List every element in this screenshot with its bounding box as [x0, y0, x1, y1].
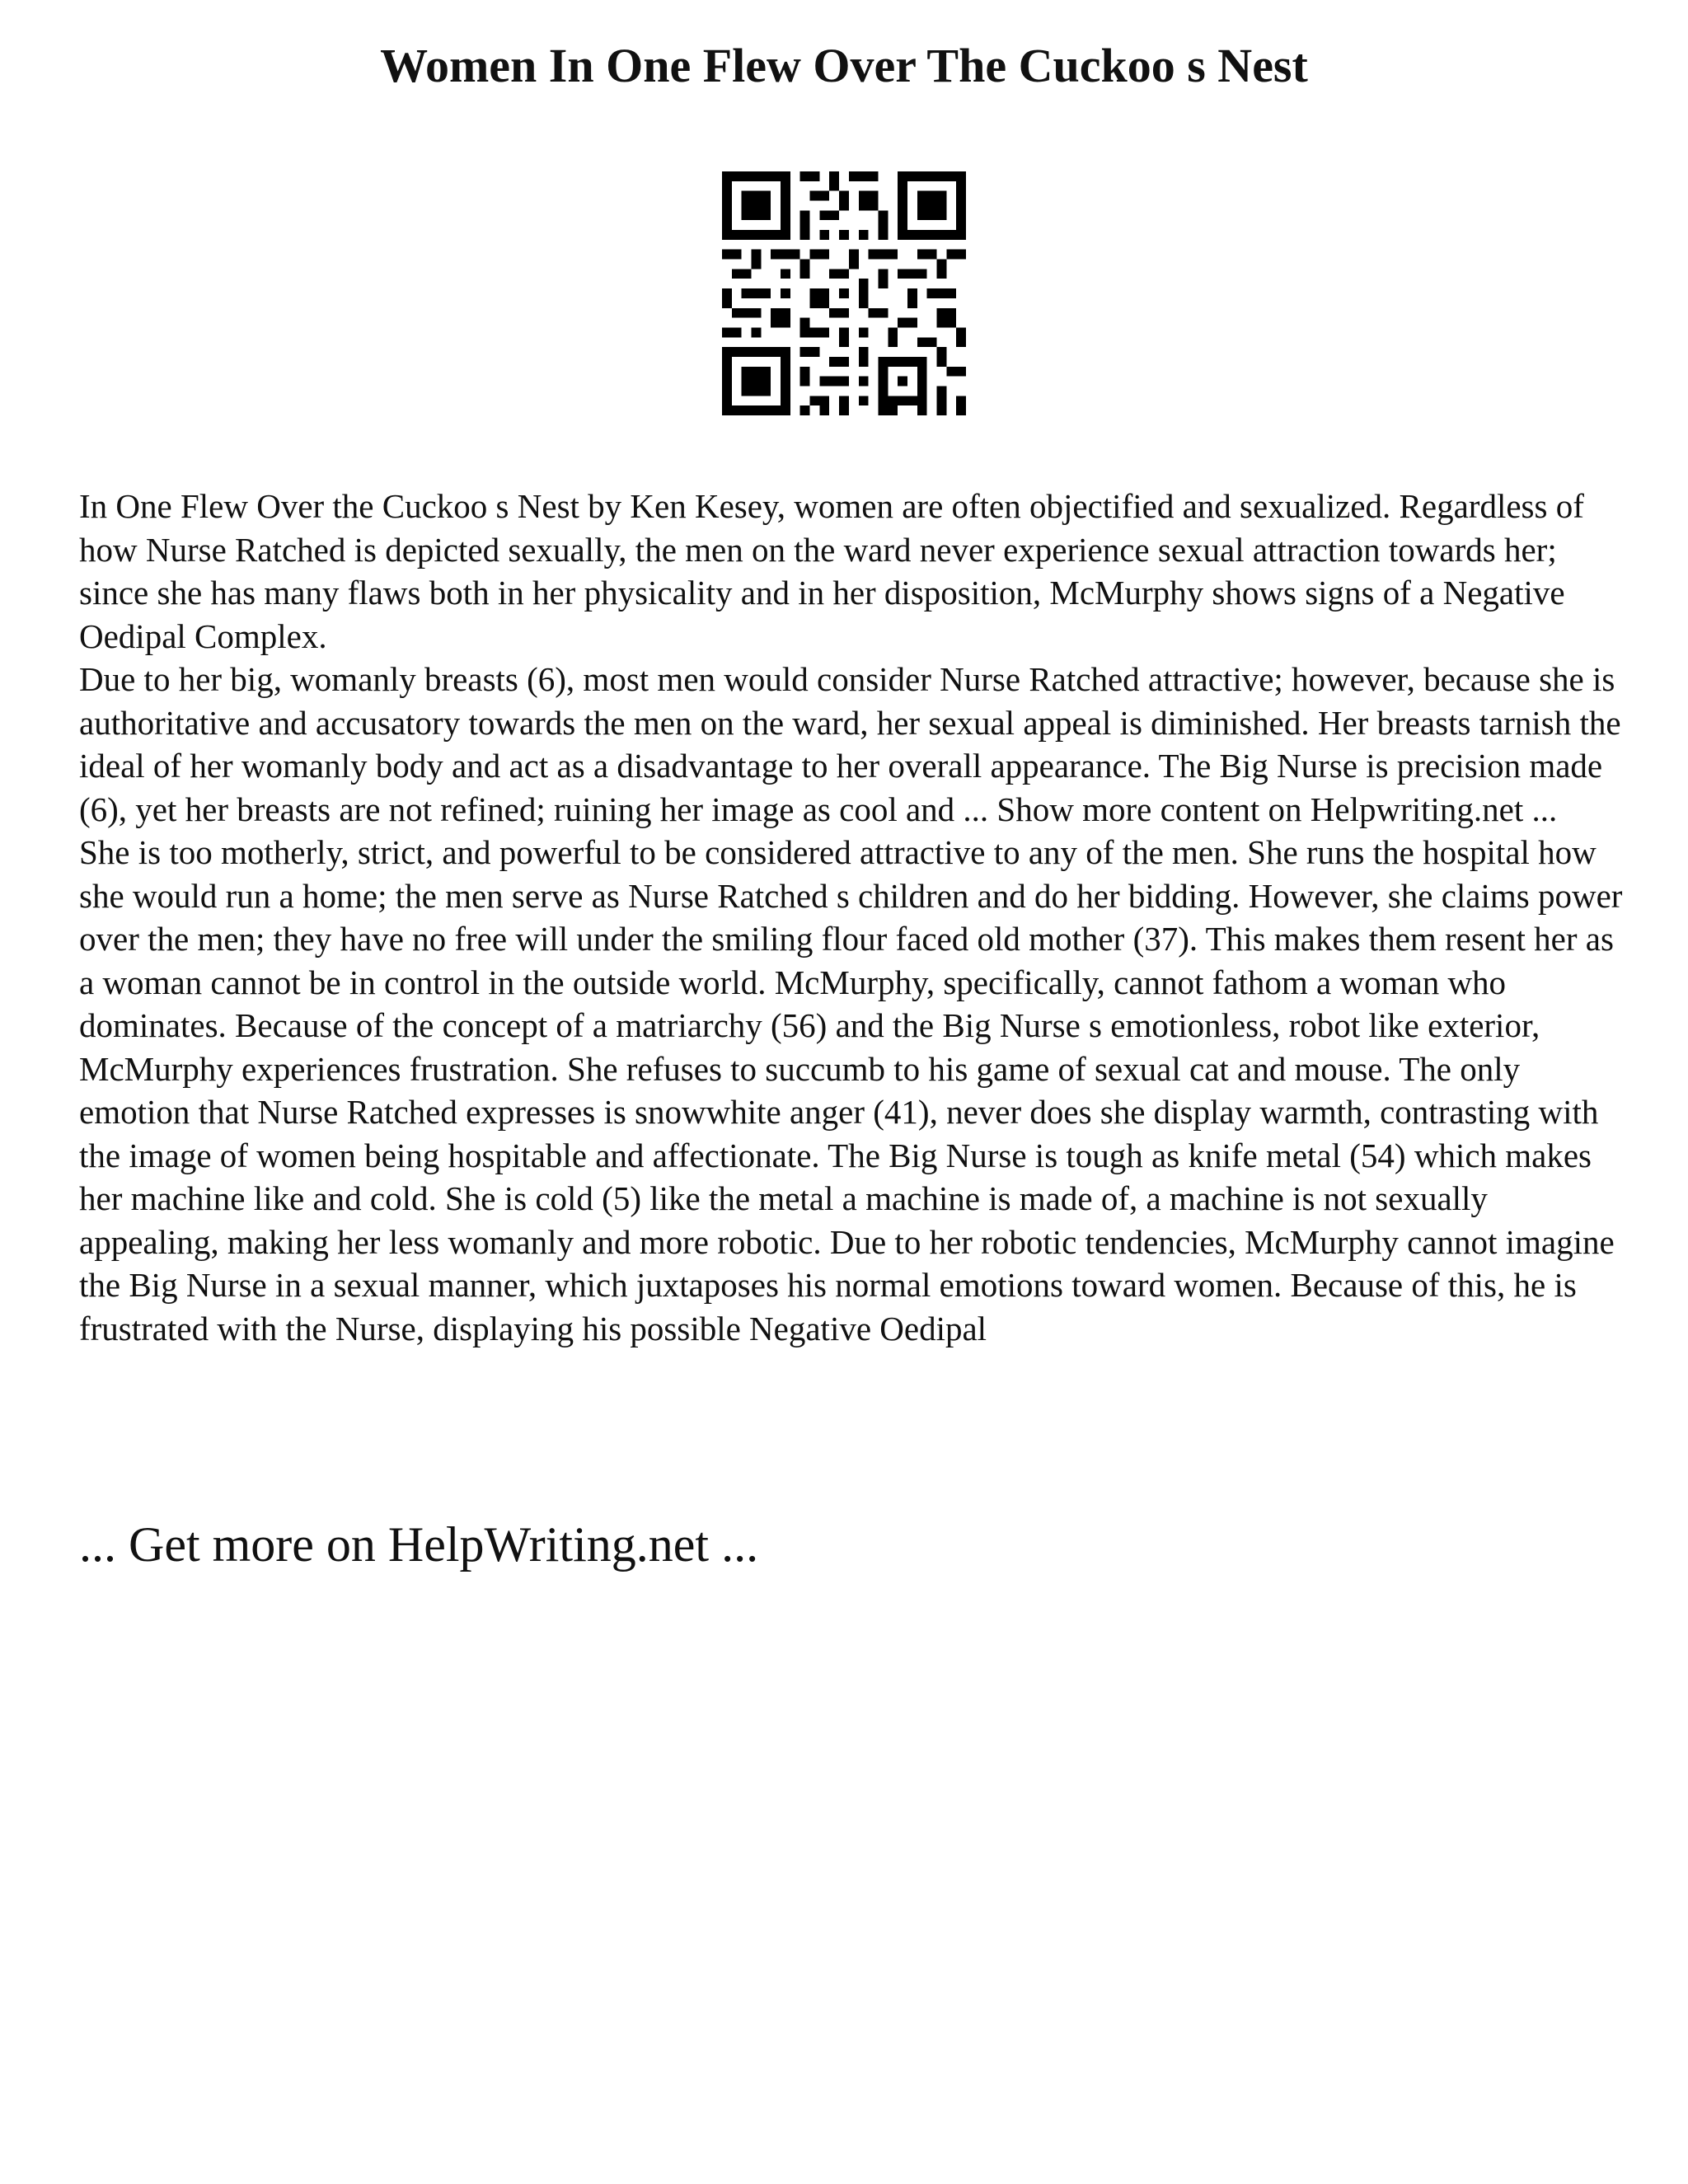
get-more-link[interactable]: ... Get more on HelpWriting.net ...: [79, 1517, 759, 1572]
paragraph-intro: In One Flew Over the Cuckoo s Nest by Ken Kesey, women are often objectified and sexualized. Regardless of how Nurse Ratched is depicted sexually, the men on the ward never experience sexual attraction towards her; since she has many flaws both in her physicality and in her disposition, McMurphy shows signs of a Negative Oedipal Complex.: [79, 487, 1584, 655]
article-body: [79, 485, 1629, 1350]
paragraph-motherly: She is too motherly, strict, and powerful to be considered attractive to any of the men. She runs the hospital how she would run a home; the men serve as Nurse Ratched s children and do her bidding. However, she claims power over the men; they have no free will under the smiling flour faced old mother (37). This makes them resent her as a woman cannot be in control in the outside world. McMurphy, specifically, cannot fathom a woman who dominates. Because of the concept of a matriarchy (56) and the Big Nurse s emotionless, robot like exterior, McMurphy experiences frustration. She refuses to succumb to his game of sexual cat and mouse. The only emotion that Nurse Ratched expresses is snowwhite anger (41), never does she display warmth, contrasting with the image of women being hospitable and affectionate. The Big Nurse is tough as knife metal (54) which makes her machine like and cold. She is cold (5) like the metal a machine is made of, a machine is not sexually appealing, making her less womanly and more robotic. Due to her robotic tendencies, McMurphy cannot imagine the Big Nurse in a sexual manner, which juxtaposes his normal emotions toward women. Because of this, he is frustrated with the Nurse, displaying his possible Negative Oedipal: [79, 833, 1623, 1347]
qr-code: [722, 171, 966, 415]
document-title: Women In One Flew Over The Cuckoo s Nest: [380, 39, 1308, 92]
paragraph-breasts: Due to her big, womanly breasts (6), most men would consider Nurse Ratched attractive; however, because she is authoritative and accusatory towards the men on the ward, her sexual appeal is diminished. Her breasts tarnish the ideal of her womanly body and act as a disadvantage to her overall appearance. The Big Nurse is precision made (6), yet her breasts are not refined; ruining her image as cool and ... Show more content on Helpwriting.net ...: [79, 660, 1621, 828]
